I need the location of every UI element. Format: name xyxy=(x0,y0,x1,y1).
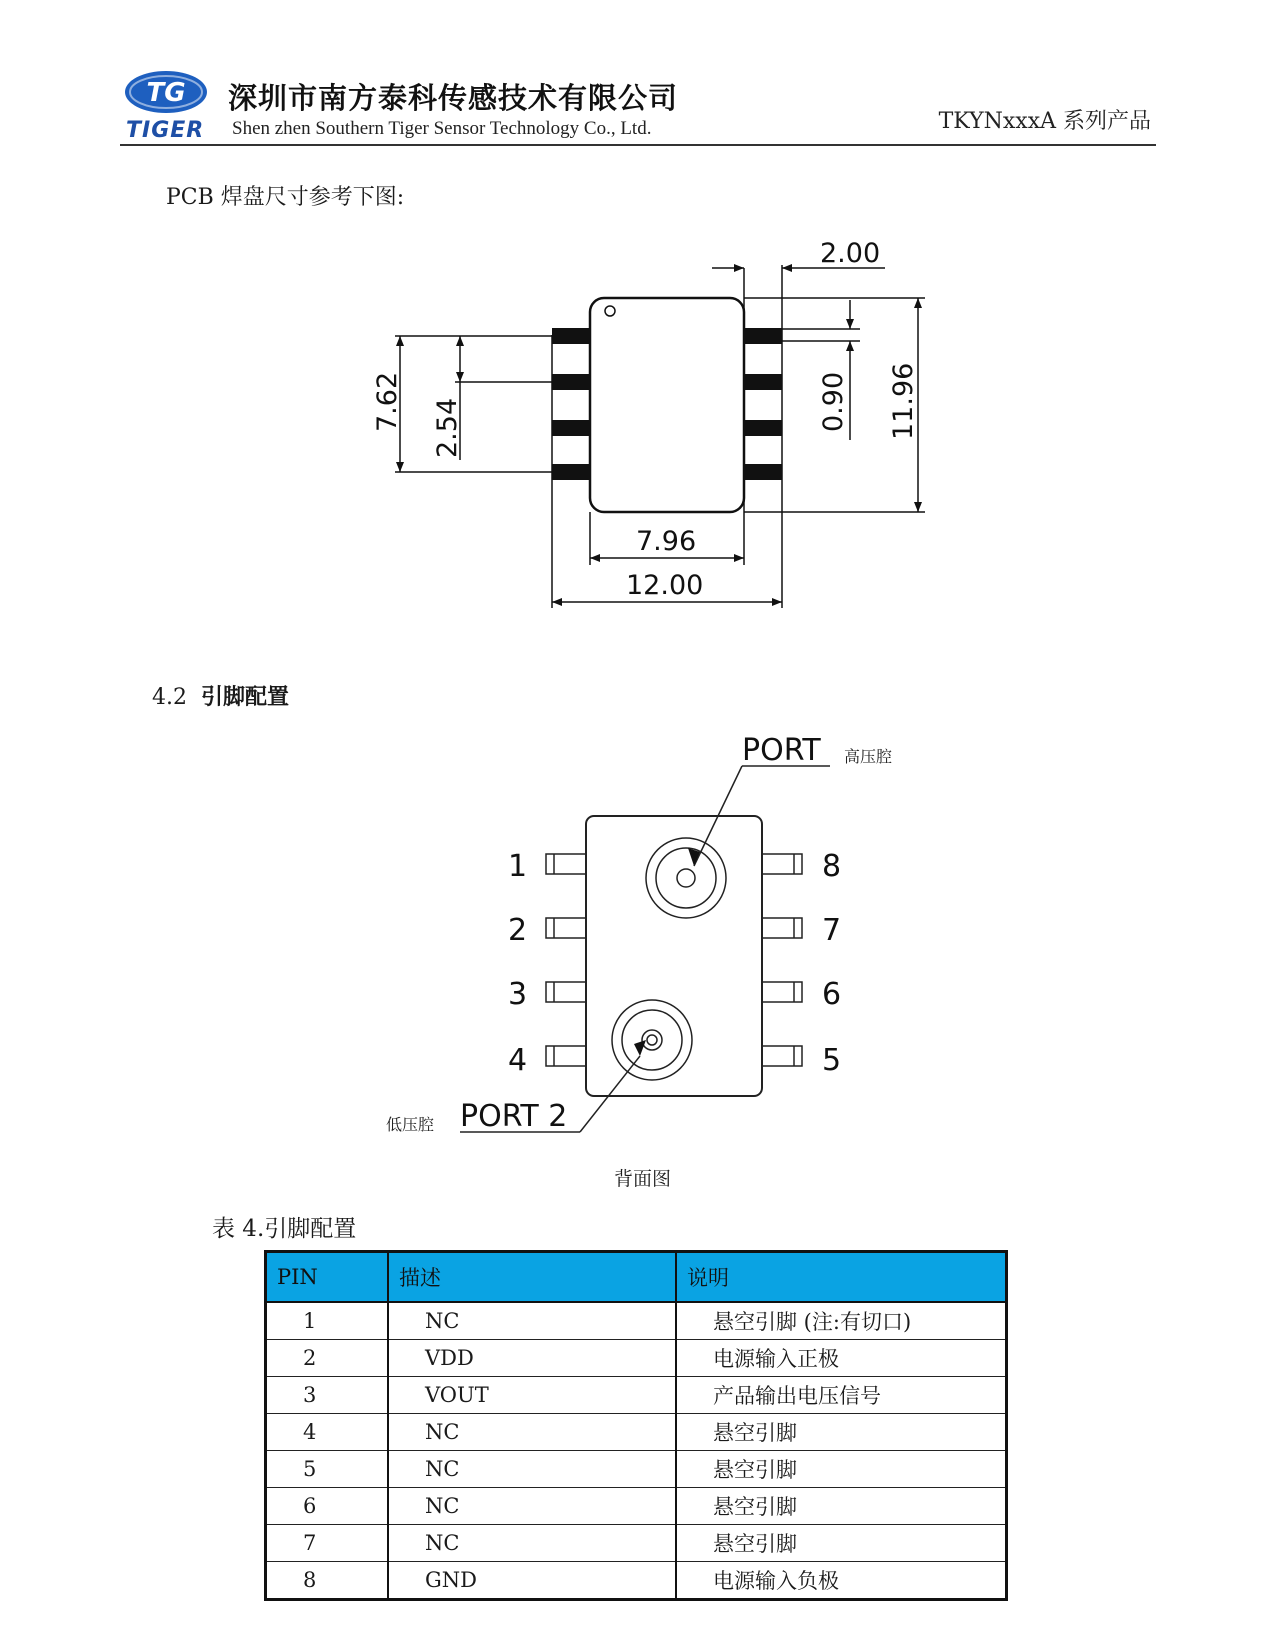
pin-7-lead xyxy=(762,918,802,938)
port1-label: PORT xyxy=(742,733,821,768)
product-series: TKYNxxxA 系列产品 xyxy=(938,109,1151,134)
pin-note: 产品输出电压信号 xyxy=(676,1377,1007,1414)
port2-note: 低压腔 xyxy=(386,1115,435,1134)
table-row xyxy=(266,1302,1007,1340)
pin-desc: NC xyxy=(388,1302,676,1340)
table-row xyxy=(266,1414,1007,1451)
logo-mark: TG xyxy=(146,78,186,108)
pin-label-3: 3 xyxy=(508,977,528,1012)
pin-note: 电源输入正极 xyxy=(676,1340,1007,1377)
dim-pitch: 0.90 xyxy=(818,371,849,432)
pad-4 xyxy=(552,464,590,480)
dim-body-width: 7.96 xyxy=(636,526,697,557)
pin-2-lead xyxy=(546,918,586,938)
header-pin: PIN xyxy=(266,1252,389,1303)
table-title: 表 4.引脚配置 xyxy=(212,1216,357,1242)
pad-5 xyxy=(744,464,782,480)
header-desc: 描述 xyxy=(388,1252,676,1303)
package-back xyxy=(586,816,762,1096)
pin-note: 悬空引脚 (注:有切口) xyxy=(676,1302,1007,1340)
pad-2 xyxy=(552,374,590,390)
pad-1 xyxy=(552,328,590,344)
pin-desc: NC xyxy=(388,1414,676,1451)
pinout-diagram xyxy=(0,700,1279,1160)
table-header-row xyxy=(266,1252,1007,1303)
pin-number: 6 xyxy=(266,1488,389,1525)
pin1-mark xyxy=(605,306,615,316)
table-row xyxy=(266,1451,1007,1488)
company-name-en: Shen zhen Southern Tiger Sensor Technology Co., Ltd. xyxy=(232,118,652,139)
dim-left-span: 7.62 xyxy=(372,371,403,432)
pin-desc: VDD xyxy=(388,1340,676,1377)
pin-number: 1 xyxy=(266,1302,389,1340)
pin-note: 悬空引脚 xyxy=(676,1414,1007,1451)
pin-desc: VOUT xyxy=(388,1377,676,1414)
figure-caption: 背面图 xyxy=(614,1168,672,1190)
pin-label-6: 6 xyxy=(822,977,842,1012)
package-body xyxy=(590,298,744,512)
pad-3 xyxy=(552,420,590,436)
pin-3-lead xyxy=(546,982,586,1002)
pad-8 xyxy=(744,328,782,344)
pin-1-lead xyxy=(546,854,586,874)
pin-note: 悬空引脚 xyxy=(676,1488,1007,1525)
pin-label-7: 7 xyxy=(822,913,842,948)
table-row xyxy=(266,1488,1007,1525)
table-row xyxy=(266,1340,1007,1377)
pin-5-lead xyxy=(762,1046,802,1066)
table-row xyxy=(266,1525,1007,1562)
pin-label-5: 5 xyxy=(822,1043,842,1078)
table-row xyxy=(266,1377,1007,1414)
dim-total-height: 11.96 xyxy=(888,362,919,440)
pin-desc: NC xyxy=(388,1451,676,1488)
pin-label-8: 8 xyxy=(822,849,842,884)
pin-8-lead xyxy=(762,854,802,874)
pin-4-lead xyxy=(546,1046,586,1066)
pin-label-2: 2 xyxy=(508,913,528,948)
port2-outer xyxy=(612,1000,692,1080)
pin-desc: NC xyxy=(388,1525,676,1562)
port2-label: PORT 2 xyxy=(460,1099,568,1134)
pin-label-1: 1 xyxy=(508,849,528,884)
table-row xyxy=(266,1562,1007,1600)
pad-6 xyxy=(744,420,782,436)
section-title: 引脚配置 xyxy=(201,685,290,710)
section-number: 4.2 xyxy=(152,685,187,710)
pin-number: 8 xyxy=(266,1562,389,1600)
pin-desc: GND xyxy=(388,1562,676,1600)
pin-number: 7 xyxy=(266,1525,389,1562)
pad-7 xyxy=(744,374,782,390)
pin-6-lead xyxy=(762,982,802,1002)
pcb-footprint-drawing xyxy=(0,0,1279,640)
pin-desc: NC xyxy=(388,1488,676,1525)
pin-note: 悬空引脚 xyxy=(676,1525,1007,1562)
port1-note: 高压腔 xyxy=(844,747,893,766)
dim-pad-width: 2.00 xyxy=(820,238,881,269)
dim-total-width: 12.00 xyxy=(626,570,704,601)
pcb-intro-text: PCB 焊盘尺寸参考下图: xyxy=(166,185,405,210)
logo-text: TIGER xyxy=(126,118,205,143)
header-note: 说明 xyxy=(676,1252,1007,1303)
pin-note: 悬空引脚 xyxy=(676,1451,1007,1488)
pin-number: 5 xyxy=(266,1451,389,1488)
company-name-cn: 深圳市南方泰科传感技术有限公司 xyxy=(228,81,679,115)
dim-pin-pitch: 2.54 xyxy=(432,397,463,458)
pin-label-4: 4 xyxy=(508,1043,528,1078)
pin-number: 4 xyxy=(266,1414,389,1451)
pin-number: 2 xyxy=(266,1340,389,1377)
pin-number: 3 xyxy=(266,1377,389,1414)
pin-note: 电源输入负极 xyxy=(676,1562,1007,1600)
pin-config-table xyxy=(264,1250,1008,1601)
port1-outer xyxy=(646,838,726,918)
